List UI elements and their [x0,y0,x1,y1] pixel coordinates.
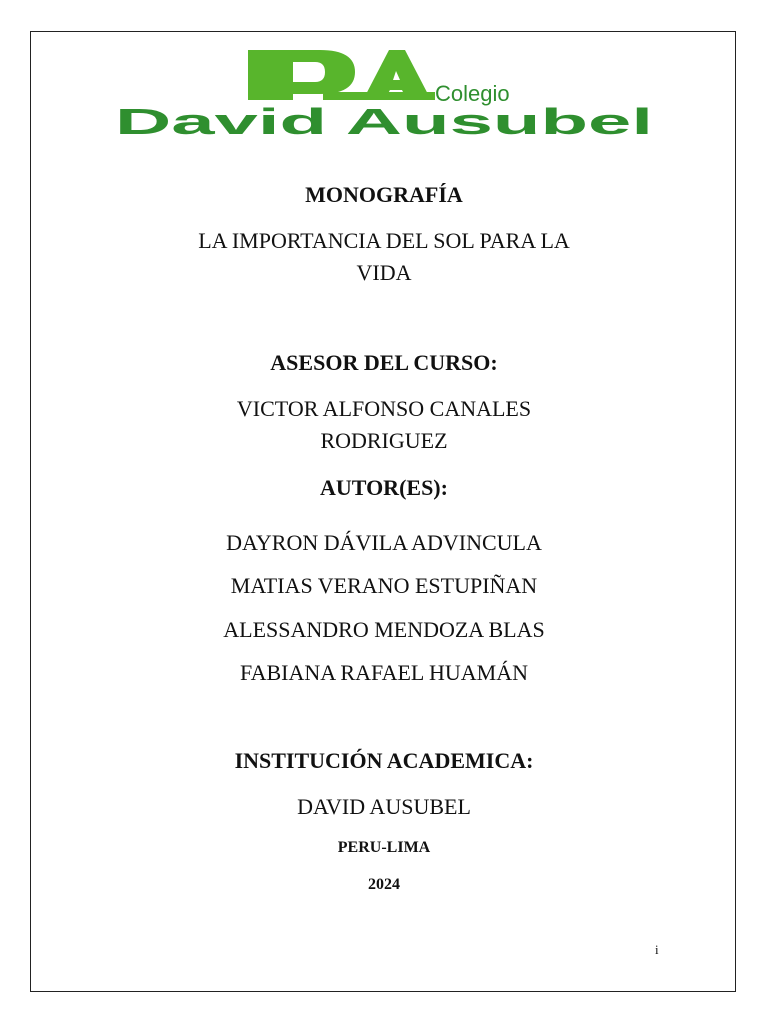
logo-word-small: Colegio [435,81,510,106]
page-number: i [655,942,659,957]
logo-word-big: David Ausubel [115,101,653,140]
institution-heading: INSTITUCIÓN ACADEMICA: [234,748,534,773]
authors-heading: AUTOR(ES): [320,475,448,500]
institution-name: DAVID AUSUBEL [297,794,471,819]
school-logo-graphic [105,44,665,140]
year: 2024 [368,876,400,893]
document-title-line-1: LA IMPORTANCIA DEL SOL PARA LA [198,228,570,253]
author-name: DAYRON DÁVILA ADVINCULA [226,530,542,555]
location: PERU-LIMA [337,839,431,856]
author-name: FABIANA RAFAEL HUAMÁN [239,660,529,685]
author-name: ALESSANDRO MENDOZA BLAS [223,617,545,642]
document-type: MONOGRAFÍA [305,182,463,207]
advisor-name-line-2: RODRIGUEZ [320,428,448,453]
school-logo [105,44,665,140]
logo-monogram-icon [248,50,435,100]
author-name: MATIAS VERANO ESTUPIÑAN [230,573,538,598]
advisor-name-line-1: VICTOR ALFONSO CANALES [236,396,532,421]
advisor-heading: ASESOR DEL CURSO: [270,350,498,375]
document-title-line-2: VIDA [356,260,412,285]
